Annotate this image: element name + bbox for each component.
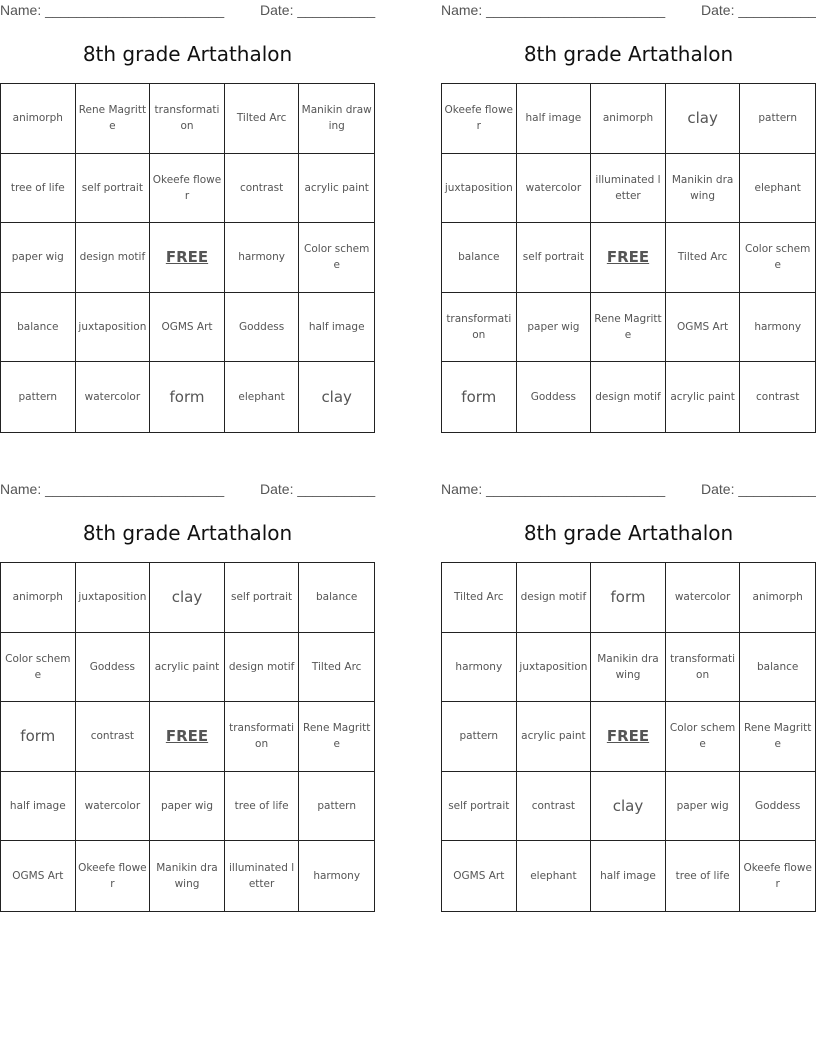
bingo-cell: transformation	[666, 633, 741, 703]
bingo-cell: paper wig	[517, 293, 592, 363]
bingo-cell: acrylic paint	[150, 633, 225, 703]
bingo-cell: balance	[740, 633, 815, 703]
free-space-cell: FREE	[591, 702, 666, 772]
bingo-grid	[441, 83, 816, 433]
name-field-label: Name: _______________________	[0, 481, 225, 497]
bingo-cell: watercolor	[517, 154, 592, 224]
bingo-cell: elephant	[517, 841, 592, 911]
bingo-cell: elephant	[740, 154, 815, 224]
bingo-cell: Manikin drawing	[666, 154, 741, 224]
bingo-grid	[0, 83, 375, 433]
bingo-cell: harmony	[225, 223, 300, 293]
bingo-cell: contrast	[517, 772, 592, 842]
bingo-cell: elephant	[225, 362, 300, 432]
bingo-cell: animorph	[1, 563, 76, 633]
card-title: 8th grade Artathalon	[82, 521, 293, 545]
bingo-cell: half image	[517, 84, 592, 154]
bingo-cell: half image	[591, 841, 666, 911]
bingo-cell: Tilted Arc	[666, 223, 741, 293]
bingo-cell: Rene Magritte	[299, 702, 374, 772]
bingo-cell: animorph	[740, 563, 815, 633]
bingo-cell: balance	[1, 293, 76, 363]
bingo-card	[0, 479, 376, 919]
bingo-cell: transformation	[225, 702, 300, 772]
bingo-cell: Okeefe flower	[743, 862, 812, 891]
bingo-cell: paper wig	[1, 223, 76, 293]
bingo-cell: self portrait	[517, 223, 592, 293]
bingo-cell: acrylic paint	[517, 702, 592, 772]
bingo-cell: transformation	[442, 293, 517, 363]
date-field-label: Date: __________	[260, 2, 376, 18]
free-space-cell: FREE	[150, 223, 225, 293]
bingo-cell: tree of life	[666, 841, 741, 911]
bingo-cell: self portrait	[76, 154, 151, 224]
bingo-cell: contrast	[76, 702, 151, 772]
date-field-label: Date: __________	[701, 2, 816, 18]
bingo-cell: paper wig	[150, 772, 225, 842]
bingo-cell: form	[591, 563, 666, 633]
card-title: 8th grade Artathalon	[523, 521, 734, 545]
name-field-label: Name: _______________________	[0, 2, 225, 18]
bingo-cell: animorph	[591, 84, 666, 154]
bingo-cell: contrast	[225, 154, 300, 224]
free-space-cell: FREE	[150, 702, 225, 772]
bingo-cell: design motif	[517, 563, 592, 633]
bingo-cell: pattern	[299, 772, 374, 842]
bingo-cell: clay	[321, 388, 352, 407]
bingo-cell: clay	[150, 563, 225, 633]
bingo-cell: illuminated letter	[591, 154, 666, 224]
bingo-cell: self portrait	[442, 772, 517, 842]
bingo-cell: juxtaposition	[76, 293, 151, 363]
bingo-cell: form	[150, 362, 225, 432]
bingo-cell: Rene Magritte	[591, 293, 666, 363]
bingo-cell: OGMS Art	[1, 841, 76, 911]
bingo-cell: balance	[442, 223, 517, 293]
bingo-cell: watercolor	[76, 362, 151, 432]
bingo-cell: Goddess	[76, 633, 151, 703]
bingo-cell: acrylic paint	[299, 154, 374, 224]
bingo-cell: Okeefe flower	[76, 841, 151, 911]
bingo-cell: half image	[1, 772, 76, 842]
bingo-cell: illuminated letter	[225, 841, 300, 911]
bingo-cell: Tilted Arc	[442, 563, 517, 633]
bingo-cell: self portrait	[225, 563, 300, 633]
bingo-cell: Rene Magritte	[740, 702, 815, 772]
bingo-cell: Color scheme	[299, 223, 374, 293]
bingo-cell: Manikin drawing	[299, 84, 374, 154]
bingo-card	[0, 0, 376, 440]
bingo-cell: OGMS Art	[442, 841, 517, 911]
bingo-cell: watercolor	[666, 563, 741, 633]
card-title: 8th grade Artathalon	[82, 42, 293, 66]
bingo-cell: OGMS Art	[666, 293, 741, 363]
bingo-cell: harmony	[313, 870, 361, 883]
bingo-cell: design motif	[225, 633, 300, 703]
bingo-cell: Goddess	[225, 293, 300, 363]
bingo-cell: clay	[591, 772, 666, 842]
bingo-cell: design motif	[76, 223, 151, 293]
bingo-cell: Goddess	[740, 772, 815, 842]
bingo-cell: OGMS Art	[150, 293, 225, 363]
bingo-cell: form	[1, 702, 76, 772]
bingo-cell: pattern	[740, 84, 815, 154]
bingo-cell: tree of life	[225, 772, 300, 842]
bingo-cell: juxtaposition	[76, 563, 151, 633]
bingo-cell: harmony	[740, 293, 815, 363]
bingo-cell: Color scheme	[740, 223, 815, 293]
bingo-cell: Tilted Arc	[225, 84, 300, 154]
bingo-cell: contrast	[756, 391, 800, 404]
bingo-cell: Goddess	[517, 362, 592, 432]
bingo-cell: juxtaposition	[442, 154, 517, 224]
bingo-cell: harmony	[442, 633, 517, 703]
name-field-label: Name: _______________________	[441, 2, 666, 18]
bingo-card	[441, 479, 816, 919]
bingo-cell: Tilted Arc	[299, 633, 374, 703]
bingo-cell: Manikin drawing	[591, 633, 666, 703]
bingo-cell: design motif	[591, 362, 666, 432]
bingo-cell: tree of life	[1, 154, 76, 224]
bingo-cell: acrylic paint	[666, 362, 741, 432]
card-title: 8th grade Artathalon	[523, 42, 734, 66]
bingo-cell: clay	[666, 84, 741, 154]
bingo-cell: Okeefe flower	[442, 84, 517, 154]
bingo-cell: Manikin drawing	[150, 841, 225, 911]
bingo-card	[441, 0, 816, 440]
date-field-label: Date: __________	[260, 481, 376, 497]
bingo-cell: form	[442, 362, 517, 432]
bingo-cell: Rene Magritte	[76, 84, 151, 154]
bingo-cell: half image	[299, 293, 374, 363]
bingo-cell: watercolor	[76, 772, 151, 842]
bingo-cell: Color scheme	[666, 702, 741, 772]
bingo-cell: balance	[299, 563, 374, 633]
bingo-cell: Color scheme	[1, 633, 76, 703]
name-field-label: Name: _______________________	[441, 481, 666, 497]
bingo-cell: pattern	[442, 702, 517, 772]
bingo-grid	[441, 562, 816, 912]
free-space-cell: FREE	[591, 223, 666, 293]
bingo-cell: paper wig	[666, 772, 741, 842]
date-field-label: Date: __________	[701, 481, 816, 497]
bingo-grid	[0, 562, 375, 912]
bingo-cell: Okeefe flower	[150, 154, 225, 224]
bingo-cell: pattern	[1, 362, 76, 432]
bingo-cell: animorph	[1, 84, 76, 154]
bingo-cell: juxtaposition	[517, 633, 592, 703]
bingo-cell: transformation	[150, 84, 225, 154]
